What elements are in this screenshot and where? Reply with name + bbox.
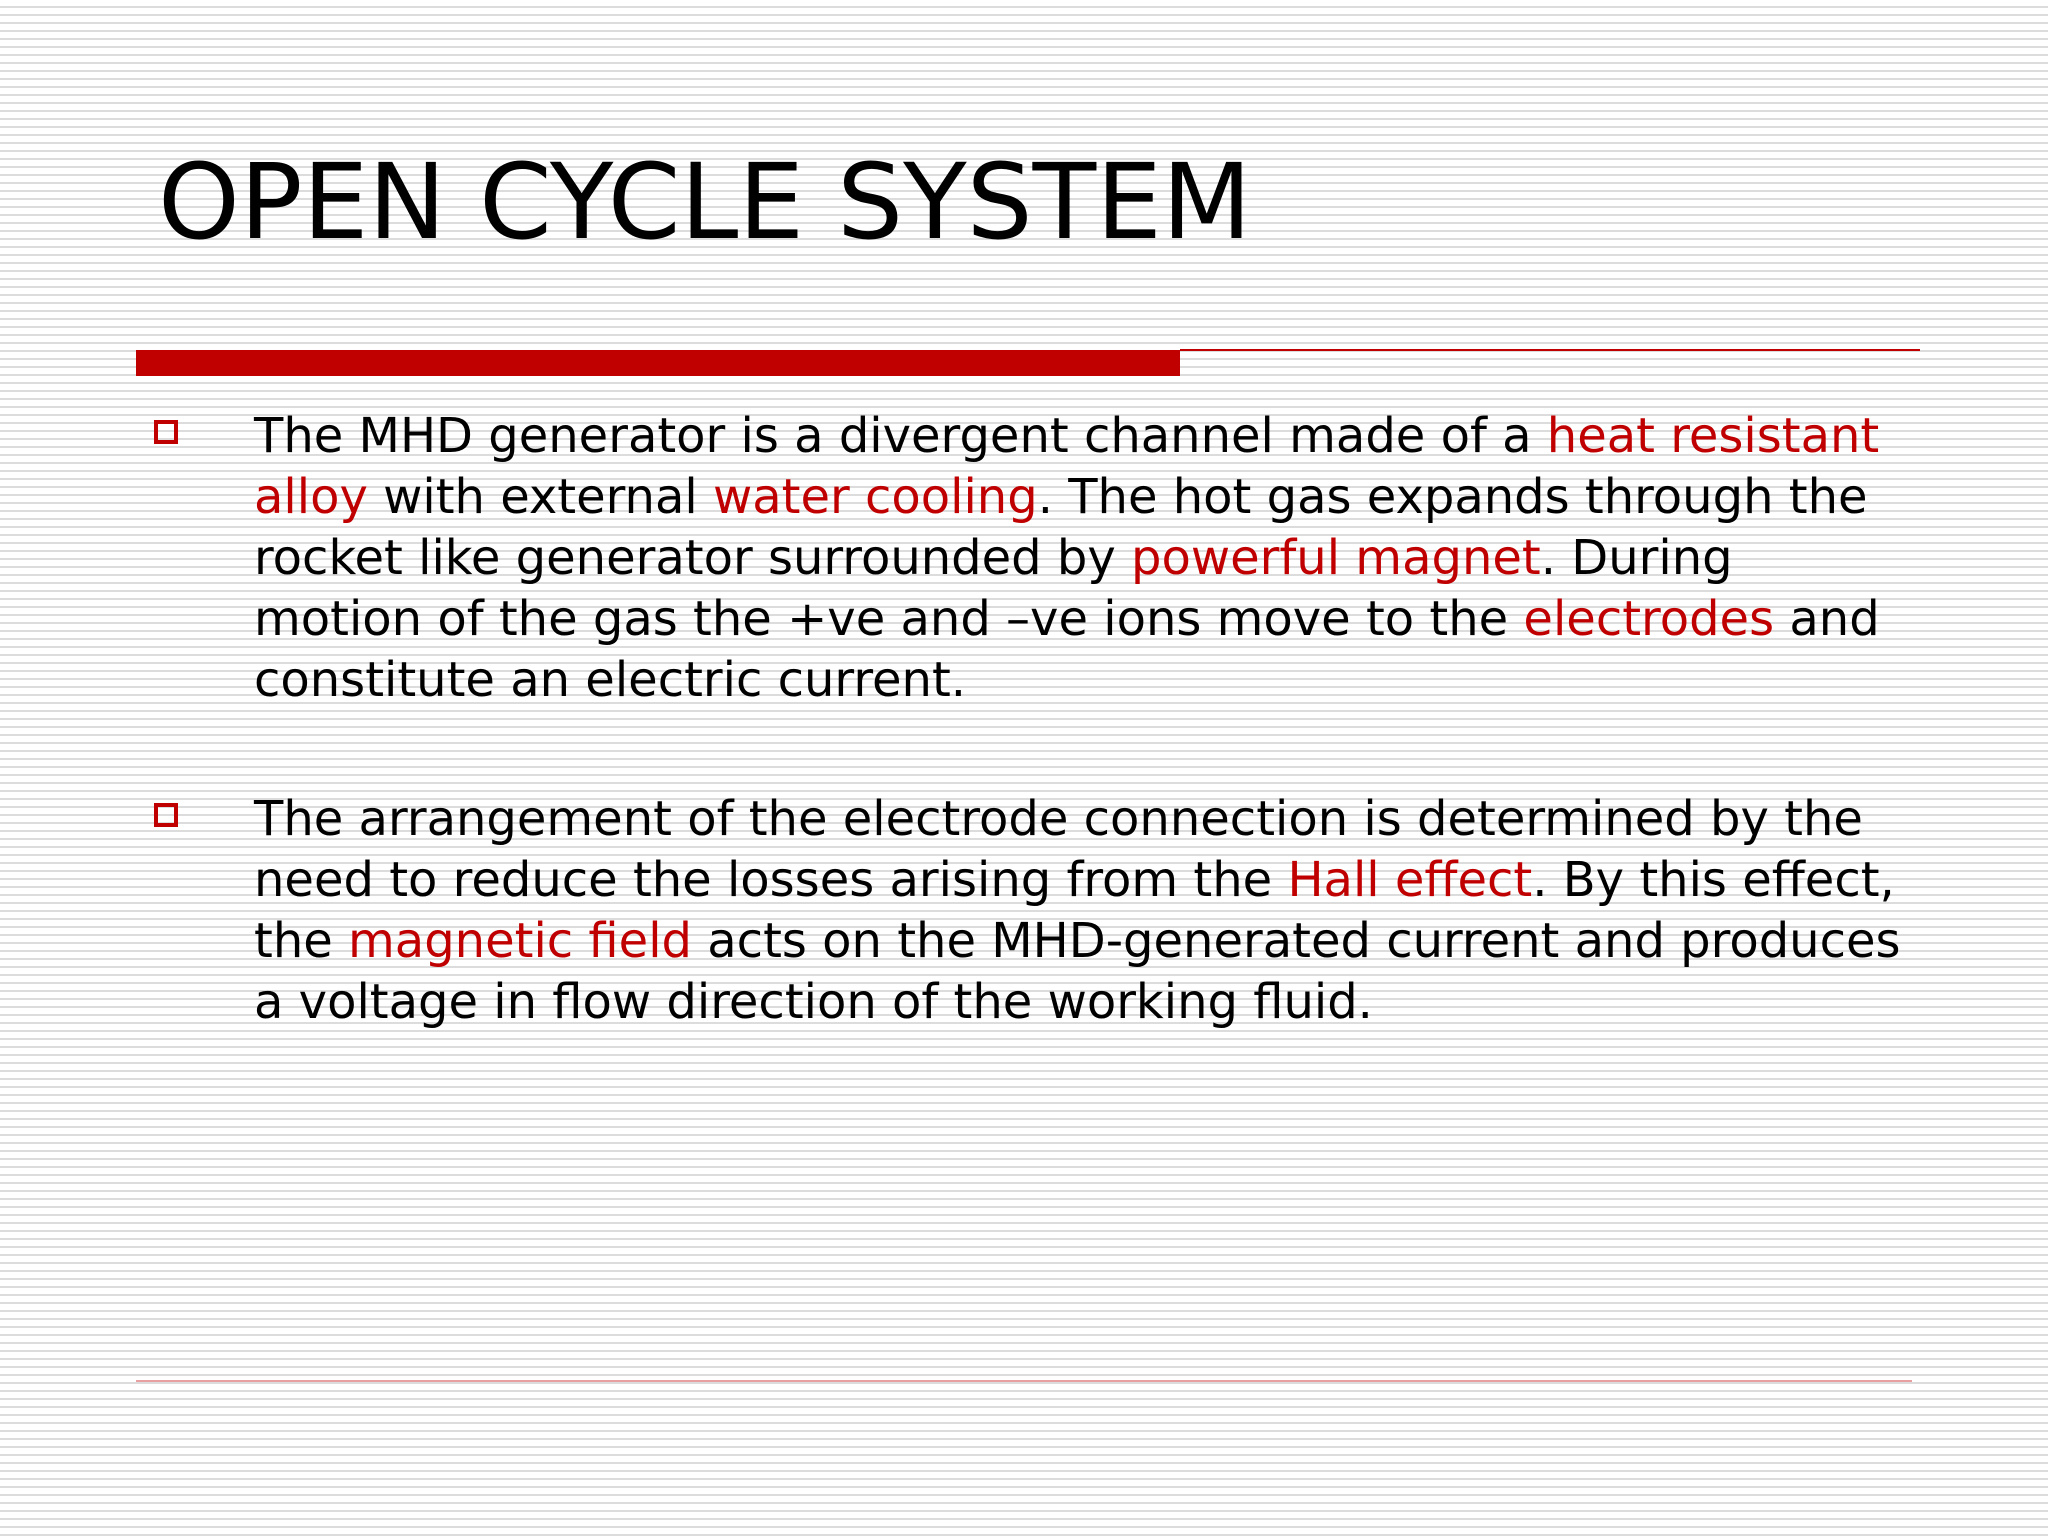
highlight-magnetic-field: magnetic field xyxy=(348,913,692,969)
highlight-electrodes: electrodes xyxy=(1523,591,1775,647)
text-run: acts on the MHD-generated current and produces a voltage in flow direction of the working fluid. xyxy=(254,913,1901,1030)
text-run: . By this effect, the xyxy=(254,852,1895,969)
highlight-hall-effect: Hall effect xyxy=(1287,852,1533,908)
bullet-text xyxy=(254,408,1880,708)
title-underline-thick xyxy=(136,350,1180,376)
text-run: and constitute an electric current. xyxy=(254,591,1880,708)
hollow-square-bullet-icon xyxy=(154,803,178,827)
text-run: The arrangement of the electrode connection is determined by the need to reduce the losses arising from the xyxy=(254,791,1863,908)
text-run: . During motion of the gas the +ve and –ve ions move to the xyxy=(254,530,1733,647)
highlight-water-cooling: water cooling xyxy=(712,469,1038,525)
highlight-powerful-magnet: powerful magnet xyxy=(1131,530,1541,586)
hollow-square-bullet-icon xyxy=(154,420,178,444)
highlight-heat-resistant-alloy: heat resistant alloy xyxy=(254,408,1880,525)
slide-title: OPEN CYCLE SYSTEM xyxy=(158,141,1252,263)
text-run: . The hot gas expands through the rocket like generator surrounded by xyxy=(254,469,1868,586)
text-run: with external xyxy=(367,469,713,525)
text-run: The MHD generator is a divergent channel made of a xyxy=(254,408,1547,464)
bullet-item-electrode-arrangement xyxy=(150,789,1910,1033)
bullet-list xyxy=(150,406,1910,1111)
title-underline-thin xyxy=(1180,349,1920,351)
bullet-text xyxy=(254,791,1901,1030)
bullet-item-mhd-generator xyxy=(150,406,1910,711)
footer-rule xyxy=(136,1380,1912,1382)
